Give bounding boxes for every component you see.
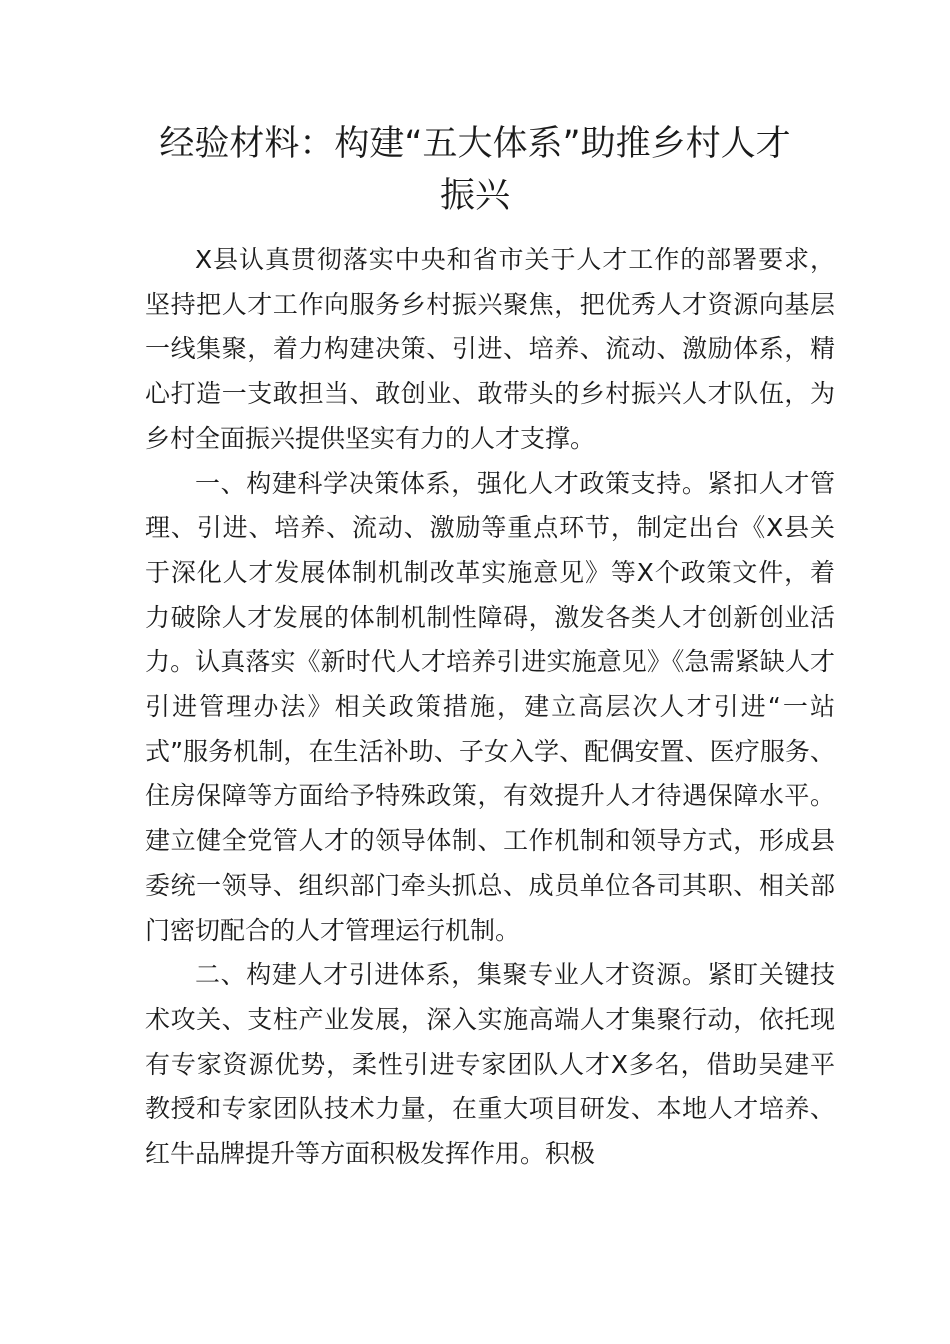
paragraph-section-1: 一、构建科学决策体系，强化人才政策支持。紧扣人才管理、引进、培养、流动、激励等重点环节，制定出台《X县关于深化人才发展体制机制改革实施意见》等X个政策文件，着力破除人才发展的体制机制性障碍，激发各类人才创新创业活力。认真落实《新时代人才培养引进实施意见》《急需紧缺人才引进管理办法》相关政策措施，建立高层次人才引进“一站式”服务机制，在生活补助、子女入学、配偶安置、医疗服务、住房保障等方面给予特殊政策，有效提升人才待遇保障水平。建立健全党管人才的领导体制、工作机制和领导方式，形成县委统一领导、组织部门牵头抓总、成员单位各司其职、相关部门密切配合的人才管理运行机制。 [145,468,835,945]
document-title: 经验材料：构建“五大体系”助推乡村人才振兴 [159,124,791,216]
document-body [145,238,835,1177]
paragraph-intro: X县认真贯彻落实中央和省市关于人才工作的部署要求，坚持把人才工作向服务乡村振兴聚焦，把优秀人才资源向基层一线集聚，着力构建决策、引进、培养、流动、激励体系，精心打造一支敢担当、敢创业、敢带头的乡村振兴人才队伍，为乡村全面振兴提供坚实有力的人才支撑。 [145,245,835,453]
paragraph-section-2: 二、构建人才引进体系，集聚专业人才资源。紧盯关键技术攻关、支柱产业发展，深入实施高端人才集聚行动，依托现有专家资源优势，柔性引进专家团队人才X多名，借助吴建平教授和专家团队技术力量，在重大项目研发、本地人才培养、红牛品牌提升等方面积极发挥作用。积极 [145,960,835,1169]
